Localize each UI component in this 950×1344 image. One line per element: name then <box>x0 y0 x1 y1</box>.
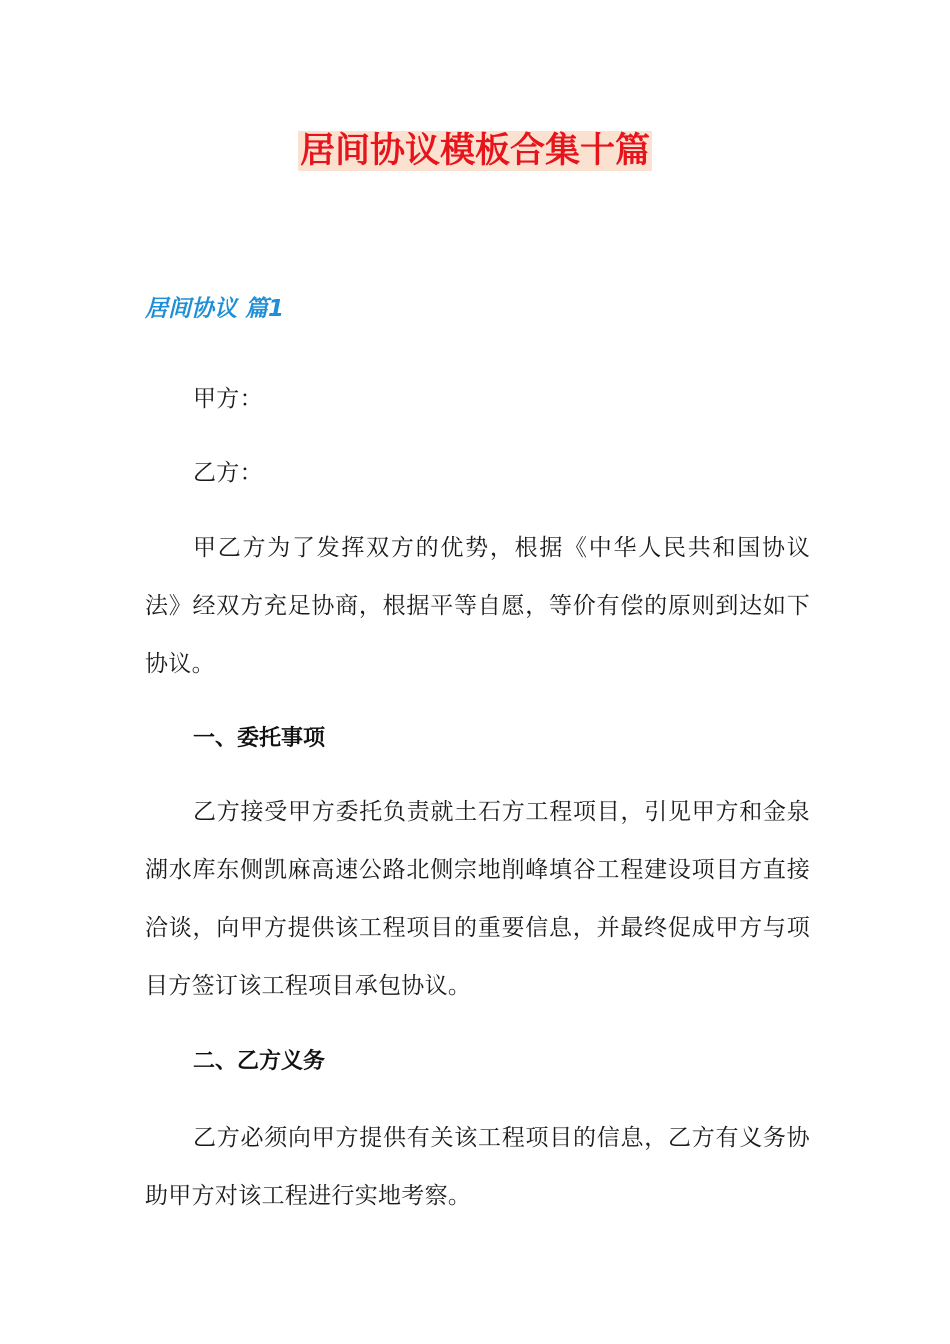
section-heading: 居间协议 篇1 <box>145 296 285 322</box>
document-title <box>0 126 950 176</box>
clause-2-paragraph: 乙方必须向甲方提供有关该工程项目的信息，乙方有义务协助甲方对该工程进行实地考察。 <box>145 1125 810 1209</box>
party-b-line: 乙方： <box>193 460 263 486</box>
party-a-line: 甲方： <box>193 386 263 412</box>
document-title-text: 居间协议模板合集十篇 <box>299 131 650 171</box>
clause-1-paragraph: 乙方接受甲方委托负责就土石方工程项目，引见甲方和金泉湖水库东侧凯麻高速公路北侧宗地削峰填谷工程建设项目方直接洽谈，向甲方提供该工程项目的重要信息，并最终促成甲方与项目方签订该工程项目承包协议。 <box>145 799 810 999</box>
intro-paragraph: 甲乙方为了发挥双方的优势，根据《中华人民共和国协议法》经双方充足协商，根据平等自愿，等价有偿的原则到达如下协议。 <box>145 535 810 677</box>
clause-1-heading: 一、委托事项 <box>193 726 326 751</box>
clause-2-heading: 二、乙方义务 <box>193 1049 326 1074</box>
